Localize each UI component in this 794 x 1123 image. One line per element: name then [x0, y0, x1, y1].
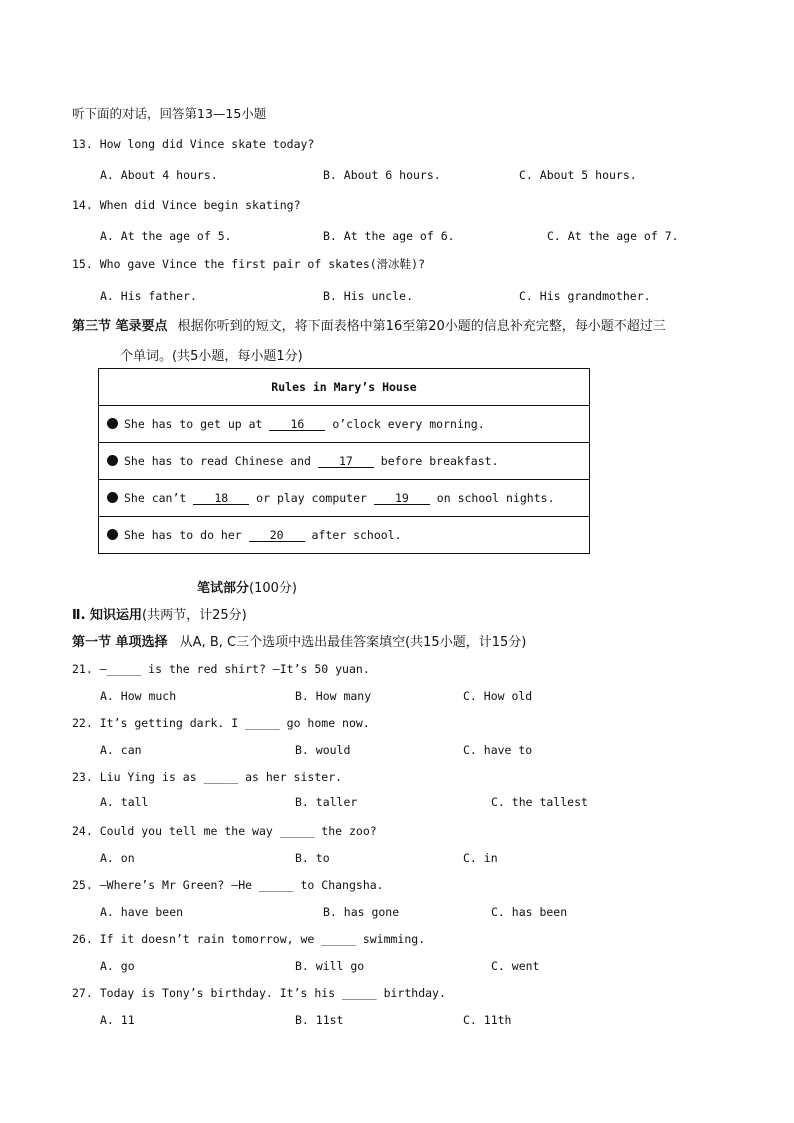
option-24a: A. on	[100, 851, 135, 865]
section1-heading	[72, 631, 526, 650]
option-25c: C. has been	[491, 905, 568, 919]
question-14	[72, 198, 301, 212]
blank-18: 18	[193, 492, 249, 505]
row-text: She has to do her	[124, 528, 249, 542]
option-21a: A. How much	[100, 689, 177, 703]
question-text: It’s getting dark. I _____ go home now.	[99, 716, 370, 730]
section3-label: 第三节 笔录要点	[72, 319, 168, 334]
question-number: 26.	[72, 932, 93, 946]
question-24	[72, 824, 377, 838]
option-25b: B. has gone	[323, 905, 400, 919]
question-text: Liu Ying is as _____ as her sister.	[99, 770, 343, 784]
table-row	[99, 517, 590, 554]
option-22c: C. have to	[463, 743, 533, 757]
question-23	[72, 770, 342, 784]
option-15c: C. His grandmother.	[519, 289, 651, 303]
question-text: Could you tell me the way _____ the zoo?	[99, 824, 377, 838]
question-21	[72, 662, 370, 676]
question-text: Today is Tony’s birthday. It’s his _____ birthday.	[99, 986, 446, 1000]
option-27c: C. 11th	[463, 1013, 512, 1027]
question-number: 14.	[72, 198, 93, 212]
blank-19: 19	[374, 492, 430, 505]
bullet-icon	[107, 418, 118, 429]
option-13c: C. About 5 hours.	[519, 168, 637, 182]
bullet-icon	[107, 455, 118, 466]
blank-20: 20	[249, 529, 305, 542]
question-15	[72, 256, 425, 272]
blank-16: 16	[269, 418, 325, 431]
option-24c: C. in	[463, 851, 498, 865]
row-text: before breakfast.	[373, 454, 499, 468]
written-score: (100分)	[249, 581, 297, 596]
row-text: on school nights.	[429, 491, 555, 505]
bullet-icon	[107, 492, 118, 503]
option-23b: B. taller	[295, 795, 358, 809]
question-number: 27.	[72, 986, 93, 1000]
table-row	[99, 480, 590, 517]
table-row	[99, 406, 590, 443]
blank-17: 17	[318, 455, 374, 468]
row-text: She has to get up at	[124, 417, 270, 431]
written-part-heading	[197, 577, 297, 596]
question-number: 25.	[72, 878, 93, 892]
option-24b: B. to	[295, 851, 330, 865]
row-text: She can’t	[124, 491, 194, 505]
question-text: When did Vince begin skating?	[99, 198, 301, 212]
option-21c: C. How old	[463, 689, 533, 703]
written-label: 笔试部分	[197, 581, 250, 596]
table-header-row	[99, 369, 590, 406]
question-number: 22.	[72, 716, 93, 730]
question-number: 13.	[72, 137, 93, 151]
option-27b: B. 11st	[295, 1013, 344, 1027]
question-27	[72, 986, 446, 1000]
option-15b: B. His uncle.	[323, 289, 414, 303]
part2-heading	[72, 604, 247, 623]
option-23c: C. the tallest	[491, 795, 588, 809]
option-21b: B. How many	[295, 689, 372, 703]
option-14a: A. At the age of 5.	[100, 229, 232, 243]
question-22	[72, 716, 370, 730]
bullet-icon	[107, 529, 118, 540]
option-13a: A. About 4 hours.	[100, 168, 218, 182]
row-text: o’clock every morning.	[325, 417, 485, 431]
table-title: Rules in Mary’s House	[99, 369, 590, 406]
question-13	[72, 137, 314, 151]
option-14c: C. At the age of 7.	[547, 229, 679, 243]
option-15a: A. His father.	[100, 289, 197, 303]
question-number: 15.	[72, 257, 93, 271]
question-text: Who gave Vince the first pair of skates(滑冰鞋)?	[99, 257, 426, 271]
part2-score: (共两节，计25分)	[142, 608, 247, 623]
option-25a: A. have been	[100, 905, 184, 919]
option-22a: A. can	[100, 743, 142, 757]
rules-table	[98, 368, 590, 554]
option-13b: B. About 6 hours.	[323, 168, 441, 182]
option-22b: B. would	[295, 743, 351, 757]
option-26a: A. go	[100, 959, 135, 973]
section3-text-line2: 个单词。(共5小题，每小题1分)	[120, 349, 303, 364]
option-14b: B. At the age of 6.	[323, 229, 455, 243]
part2-label: Ⅱ. 知识运用	[72, 608, 143, 623]
question-text: —_____ is the red shirt? —It’s 50 yuan.	[99, 662, 370, 676]
section3-instructions	[72, 315, 666, 334]
row-text: She has to read Chinese and	[124, 454, 318, 468]
question-26	[72, 932, 425, 946]
option-26c: C. went	[491, 959, 540, 973]
section1-text: 从A, B, C三个选项中选出最佳答案填空(共15小题，计15分)	[179, 635, 527, 650]
row-text: after school.	[304, 528, 402, 542]
section1-label: 第一节 单项选择	[72, 635, 168, 650]
table-row	[99, 443, 590, 480]
option-23a: A. tall	[100, 795, 149, 809]
question-text: If it doesn’t rain tomorrow, we _____ swimming.	[99, 932, 426, 946]
question-number: 23.	[72, 770, 93, 784]
question-number: 21.	[72, 662, 93, 676]
row-text: or play computer	[249, 491, 374, 505]
listening-intro: 听下面的对话，回答第13—15小题	[72, 106, 267, 121]
section3-text: 根据你听到的短文，将下面表格中第16至第20小题的信息补充完整，每小题不超过三	[177, 319, 666, 334]
question-number: 24.	[72, 824, 93, 838]
question-text: How long did Vince skate today?	[99, 137, 315, 151]
question-text: —Where’s Mr Green? —He _____ to Changsha.	[99, 878, 384, 892]
option-27a: A. 11	[100, 1013, 135, 1027]
option-26b: B. will go	[295, 959, 365, 973]
question-25	[72, 878, 384, 892]
